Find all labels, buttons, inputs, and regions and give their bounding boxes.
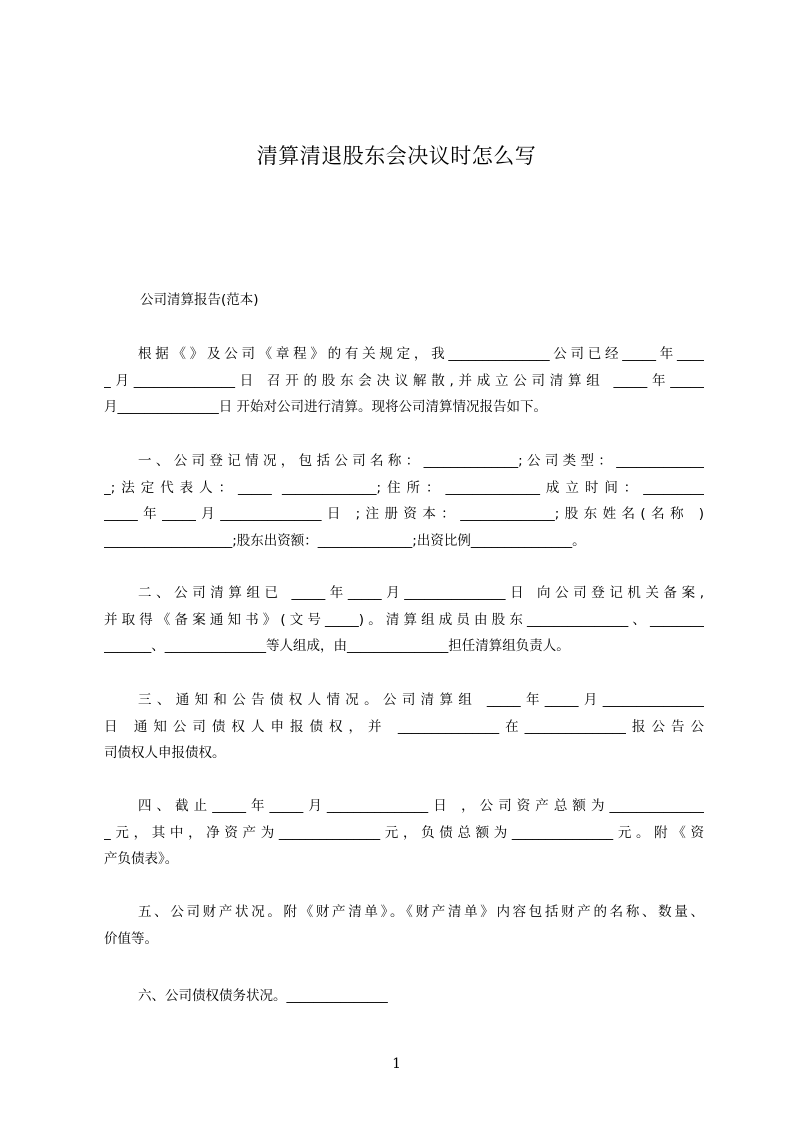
section-liquidation-group [104,580,704,660]
section-company-registration [104,448,704,554]
paragraph-line: 产负债表》。 [104,851,179,867]
page-number: 1 [392,1056,401,1072]
paragraph-line: _元，其中，净资产为_______________元，负债总额为_______________元。附《资 [104,824,704,841]
paragraph-line: _______、_______________等人组成，由_______________担任清算组负责人。 [104,638,570,654]
section-debts [104,983,704,1010]
paragraph-line: 并取得《备案通知书》(文号_____)。清算组成员由股东_______________、________ [104,611,704,628]
paragraph-line: 价值等。 [104,930,158,947]
section-assets [104,793,704,873]
paragraph-line: _;法定代表人：_____ ______________;住所：______________成立时间：_________ [104,479,704,496]
report-heading: 公司清算报告(范本) [140,292,259,308]
section-creditor-notice [104,687,704,767]
paragraph-line: 二、公司清算组已 _____年_____月_______________日 向公司登记机关备案, [138,585,704,601]
paragraph-line: 五、公司财产状况。附《财产清单》。《财产清单》内容包括财产的名称、数量、 [138,904,704,920]
paragraph-line: _____年_____月_______________日 ;注册资本：______________;股东姓名(名称 ) [104,506,704,522]
paragraph-line: 三、通知和公告债权人情况。公司清算组 _____年_____月_______________ [138,692,704,708]
section-property-status [104,899,704,952]
paragraph-line: 根据《》及公司《章程》的有关规定，我_______________公司已经_____年____ [138,346,704,362]
paragraph-line: 一、公司登记情况，包括公司名称：______________;公司类型：_____________ [138,453,704,469]
paragraph-line: _月_______________日 召开的股东会决议解散,并成立公司清算组 _____年_____ [104,372,704,389]
paragraph-line: 司债权人申报债权。 [104,745,226,761]
document-title: 清算清退股东会决议时怎么写 [256,144,537,168]
paragraph-line: 四、截止_____年_____月_______________日 ，公司资产总额为______________ [138,798,704,814]
paragraph-line: 六、公司债权债务状况。_______________ [138,988,388,1004]
paragraph-line: 月_______________日 开始对公司进行清算。现将公司清算情况报告如下。 [104,399,548,415]
paragraph-line: ___________________;股东出资额：______________;出资比例_______________。 [104,532,586,549]
intro-paragraph [104,341,704,421]
paragraph-line: 日 通知公司债权人申报债权，并 _______________在_______________报公告公 [104,718,704,735]
